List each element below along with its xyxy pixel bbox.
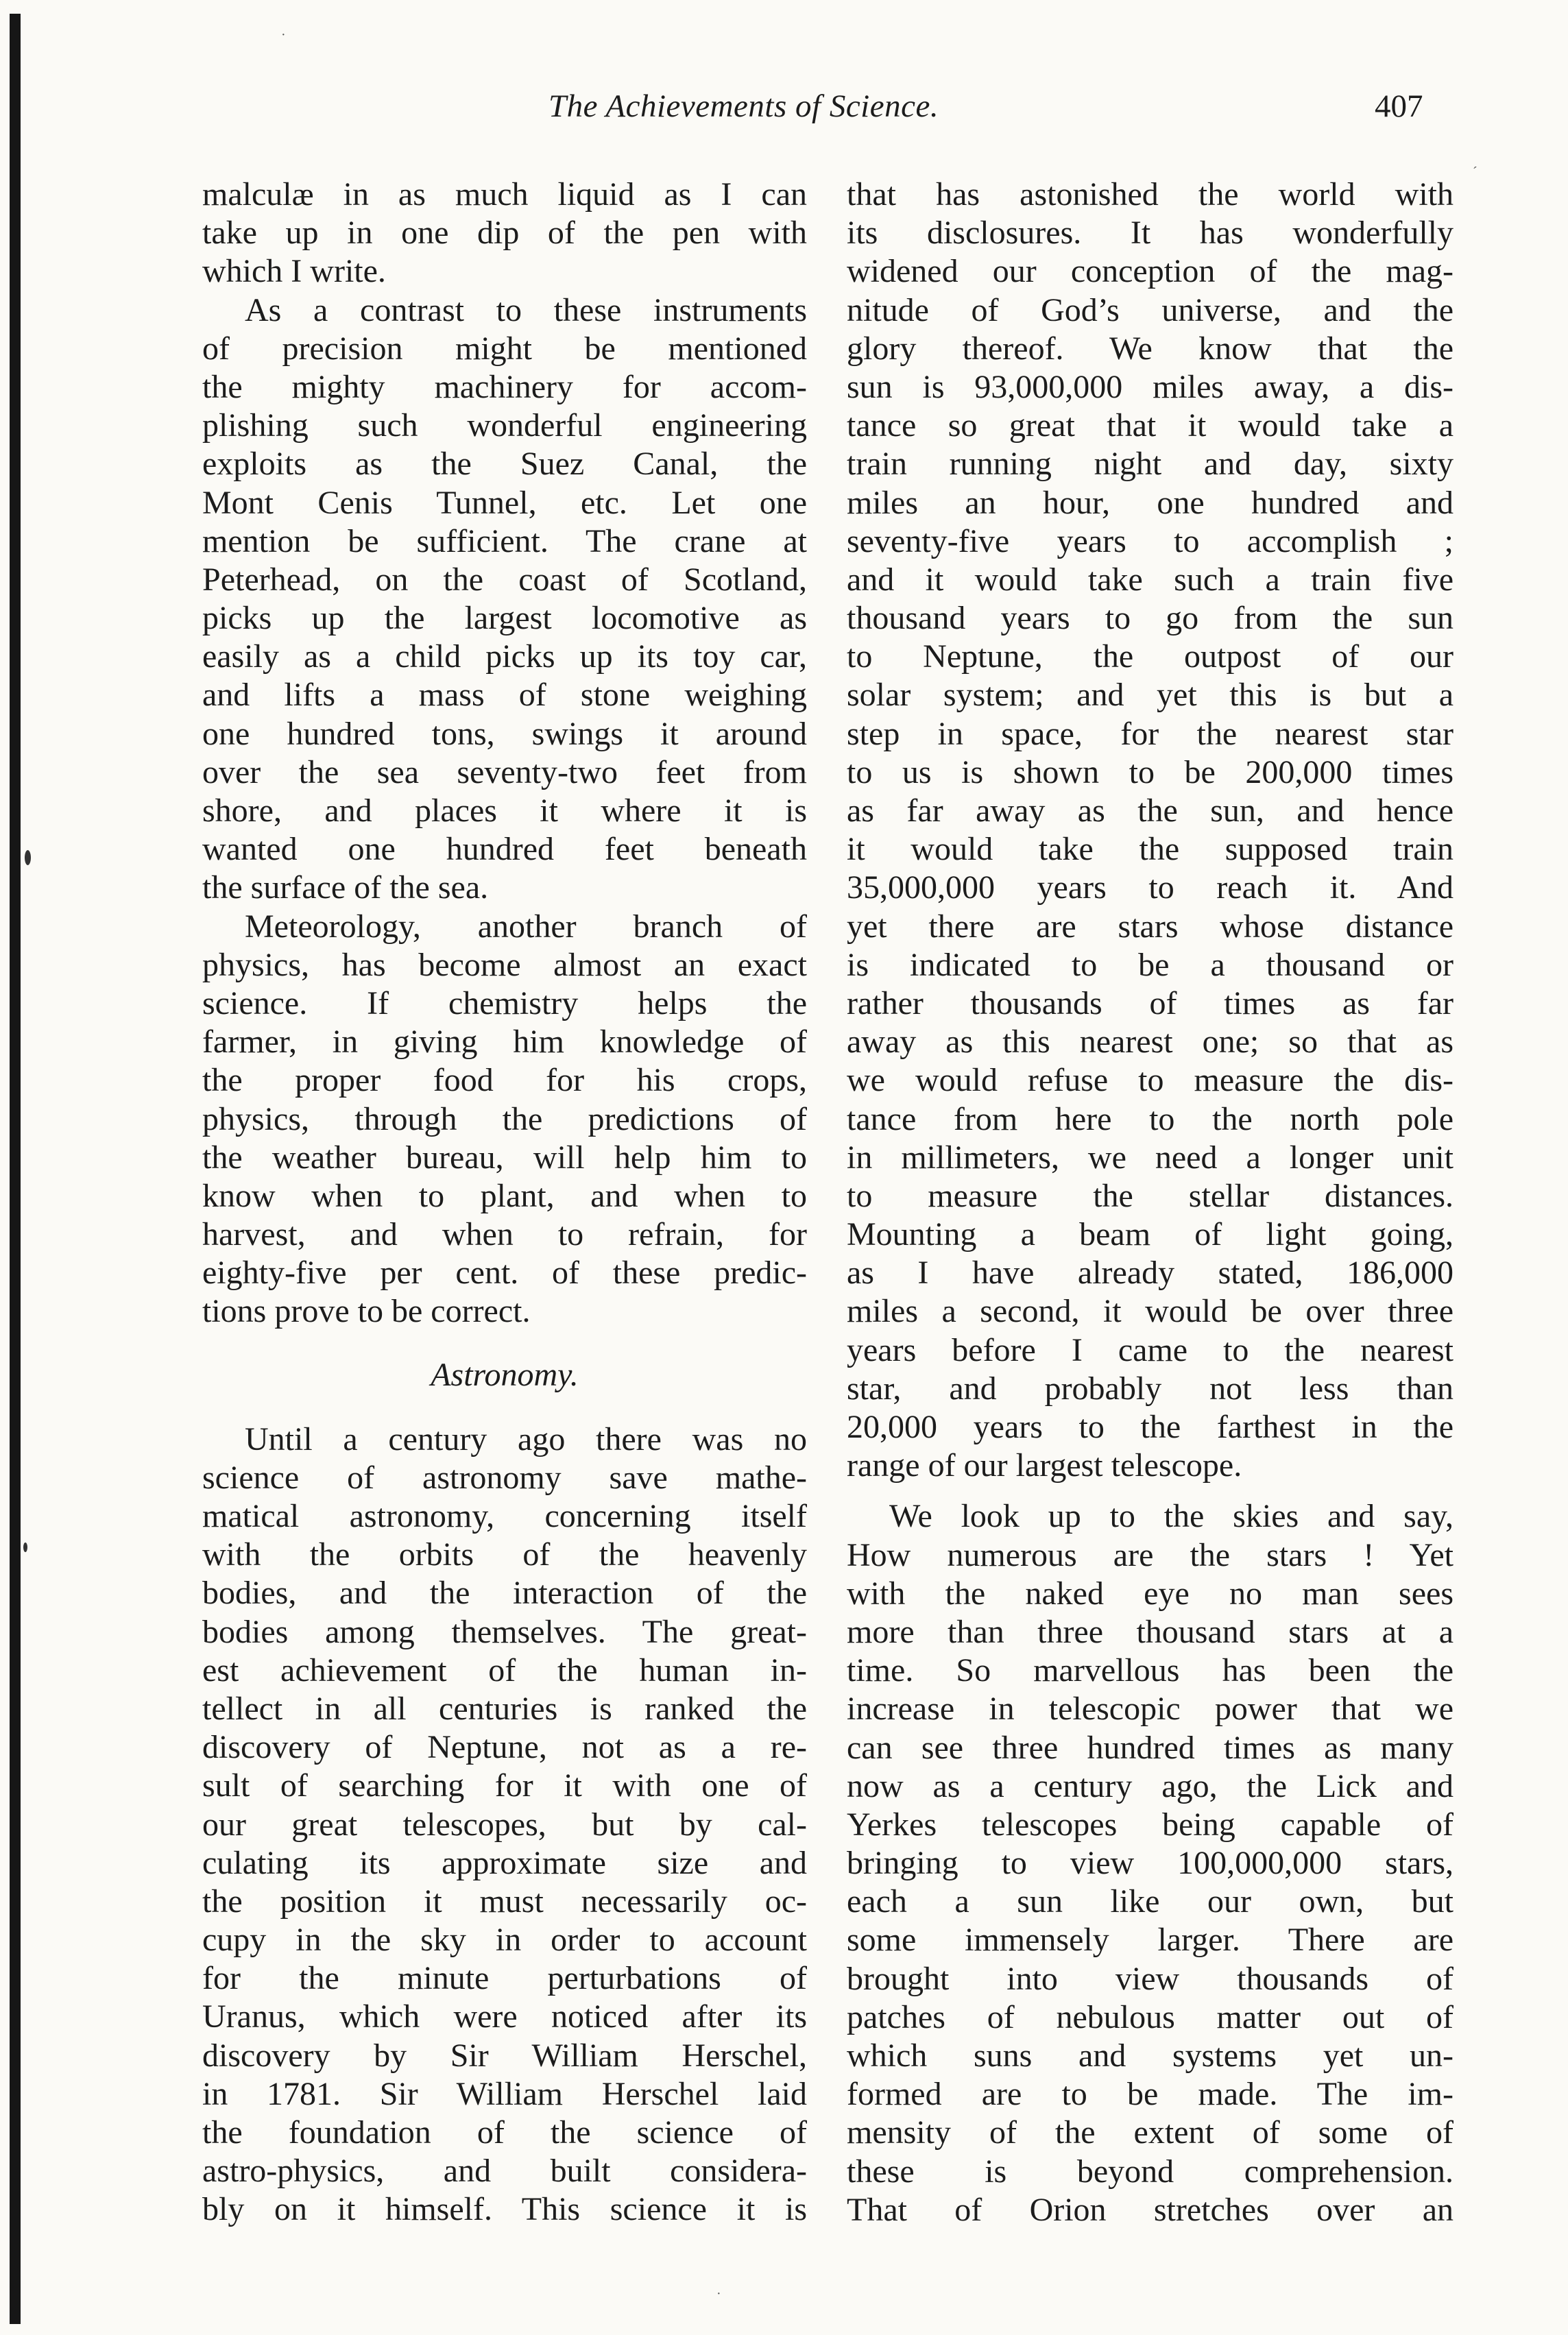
binding-speck — [25, 850, 31, 865]
binding-speck — [23, 1542, 27, 1552]
text-line: increase in telescopic power that we — [847, 1691, 1454, 1728]
text-line: the foundation of the science of — [202, 2114, 807, 2151]
text-line: and lifts a mass of stone weighing — [202, 677, 807, 714]
text-line: with the naked eye no man sees — [847, 1575, 1454, 1612]
text-line: range of our largest telescope. — [847, 1447, 1242, 1484]
text-line: tellect in all centuries is ranked the — [202, 1690, 807, 1727]
text-line: Peterhead, on the coast of Scotland, — [202, 561, 807, 598]
text-line: harvest, and when to refrain, for — [202, 1216, 807, 1253]
text-line: our great telescopes, but by cal- — [202, 1806, 807, 1843]
paper-speck: · — [716, 2286, 721, 2301]
text-line: can see three hundred times as many — [847, 1729, 1454, 1766]
text-line: Meteorology, another branch of — [245, 908, 807, 945]
text-line: That of Orion stretches over an — [847, 2191, 1454, 2228]
text-line: discovery of Neptune, not as a re- — [202, 1729, 807, 1766]
section-heading: Astronomy. — [431, 1356, 579, 1393]
text-line: science. If chemistry helps the — [202, 984, 807, 1021]
text-line: to Neptune, the outpost of our — [847, 638, 1454, 675]
text-line: science of astronomy save mathe- — [202, 1459, 807, 1496]
text-line: its disclosures. It has wonderfully — [847, 215, 1454, 252]
text-line: each a sun like our own, but — [847, 1883, 1454, 1920]
text-line: Yerkes telescopes being capable of — [847, 1806, 1454, 1843]
page-binding-edge — [10, 14, 21, 2324]
text-line: thousand years to go from the sun — [847, 600, 1454, 637]
text-line: and it would take such a train five — [847, 561, 1454, 598]
text-line: shore, and places it where it is — [202, 793, 807, 829]
text-line: yet there are stars whose distance — [847, 908, 1454, 945]
text-line: to us is shown to be 200,000 times — [847, 753, 1454, 790]
text-line: seventy-five years to accomplish ; — [847, 522, 1454, 559]
text-line: step in space, for the nearest star — [847, 715, 1454, 752]
text-line: Mont Cenis Tunnel, etc. Let one — [202, 484, 807, 521]
text-line: physics, has become almost an exact — [202, 946, 807, 983]
text-line: culating its approximate size and — [202, 1844, 807, 1881]
text-line: plishing such wonderful engineering — [202, 407, 807, 444]
paper-speck: ´ — [1473, 165, 1477, 180]
text-line: know when to plant, and when to — [202, 1177, 807, 1214]
paragraph — [202, 176, 807, 291]
text-line: widened our conception of the mag- — [847, 253, 1454, 290]
text-line: bly on it himself. This science it is — [202, 2191, 807, 2228]
text-line: est achievement of the human in- — [202, 1652, 807, 1689]
text-line: formed are to be made. The im- — [847, 2076, 1454, 2113]
text-line: as I have already stated, 186,000 — [847, 1255, 1454, 1292]
text-line: wanted one hundred feet beneath — [202, 831, 807, 868]
text-line: over the sea seventy-two feet from — [202, 753, 807, 790]
text-line: years before I came to the nearest — [847, 1331, 1454, 1368]
text-line: bringing to view 100,000,000 stars, — [847, 1845, 1454, 1882]
text-line: in millimeters, we need a longer unit — [847, 1139, 1454, 1176]
running-header-title: The Achievements of Science. — [548, 88, 939, 124]
text-line: as far away as the sun, and hence — [847, 793, 1454, 829]
text-line: brought into view thousands of — [847, 1960, 1454, 1997]
text-line: Until a century ago there was no — [245, 1420, 807, 1457]
paragraph — [847, 1497, 1454, 2229]
left-column — [202, 176, 807, 2229]
text-line: away as this nearest one; so that as — [847, 1024, 1454, 1061]
text-line: which suns and systems yet un- — [847, 2037, 1454, 2074]
text-line: the surface of the sea. — [202, 869, 489, 906]
paragraph — [847, 176, 1454, 1485]
paragraph-gap — [847, 1485, 1454, 1497]
text-line: tance so great that it would take a — [847, 407, 1454, 444]
text-line: bodies, and the interaction of the — [202, 1575, 807, 1612]
text-line: some immensely larger. There are — [847, 1922, 1454, 1959]
text-line: sun is 93,000,000 miles away, a dis- — [847, 368, 1454, 405]
text-line: take up in one dip of the pen with — [202, 215, 807, 252]
page-number: 407 — [1375, 88, 1423, 124]
text-line: We look up to the skies and say, — [889, 1498, 1454, 1535]
text-line: for the minute perturbations of — [202, 1960, 807, 1997]
text-line: one hundred tons, swings it around — [202, 715, 807, 752]
text-line: that has astonished the world with — [847, 176, 1454, 213]
text-line: picks up the largest locomotive as — [202, 600, 807, 637]
paragraph — [202, 1420, 807, 2229]
text-line: exploits as the Suez Canal, the — [202, 446, 807, 483]
text-line: train running night and day, sixty — [847, 446, 1454, 483]
text-line: it would take the supposed train — [847, 831, 1454, 868]
text-line: which I write. — [202, 253, 386, 290]
text-line: How numerous are the stars ! Yet — [847, 1536, 1454, 1573]
text-line: malculæ in as much liquid as I can — [202, 176, 807, 213]
text-line: Mounting a beam of light going, — [847, 1216, 1454, 1253]
text-line: nitude of God’s universe, and the — [847, 291, 1454, 328]
text-line: matical astronomy, concerning itself — [202, 1498, 807, 1534]
text-line: to measure the stellar distances. — [847, 1177, 1454, 1214]
text-line: sult of searching for it with one of — [202, 1767, 807, 1804]
text-line: mention be sufficient. The crane at — [202, 522, 807, 559]
text-line: cupy in the sky in order to account — [202, 1922, 807, 1959]
text-line: star, and probably not less than — [847, 1370, 1454, 1407]
text-line: patches of nebulous matter out of — [847, 1998, 1454, 2035]
text-line: physics, through the predictions of — [202, 1100, 807, 1137]
text-line: miles an hour, one hundred and — [847, 484, 1454, 521]
text-line: we would refuse to measure the dis- — [847, 1062, 1454, 1099]
text-line: tance from here to the north pole — [847, 1100, 1454, 1137]
text-line: the weather bureau, will help him to — [202, 1139, 807, 1176]
paragraph — [202, 908, 807, 1331]
text-line: miles a second, it would be over three — [847, 1293, 1454, 1330]
text-line: solar system; and yet this is but a — [847, 677, 1454, 714]
text-line: these is beyond comprehension. — [847, 2153, 1454, 2190]
text-line: the proper food for his crops, — [202, 1062, 807, 1099]
text-line: mensity of the extent of some of — [847, 2114, 1454, 2151]
text-line: time. So marvellous has been the — [847, 1652, 1454, 1689]
paragraph — [202, 291, 807, 908]
text-line: the mighty machinery for accom- — [202, 368, 807, 405]
text-line: of precision might be mentioned — [202, 330, 807, 367]
text-line: 20,000 years to the farthest in the — [847, 1409, 1454, 1445]
text-line: glory thereof. We know that the — [847, 330, 1454, 367]
text-line: 35,000,000 years to reach it. And — [847, 869, 1454, 906]
text-line: discovery by Sir William Herschel, — [202, 2037, 807, 2074]
text-line: now as a century ago, the Lick and — [847, 1767, 1454, 1804]
right-column — [847, 176, 1454, 2229]
text-line: with the orbits of the heavenly — [202, 1536, 807, 1573]
text-line: eighty-five per cent. of these predic- — [202, 1255, 807, 1292]
text-line: farmer, in giving him knowledge of — [202, 1024, 807, 1061]
text-line: bodies among themselves. The great- — [202, 1613, 807, 1650]
text-line: Uranus, which were noticed after its — [202, 1998, 807, 2035]
text-line: in 1781. Sir William Herschel laid — [202, 2075, 807, 2112]
text-line: more than three thousand stars at a — [847, 1613, 1454, 1650]
text-line: As a contrast to these instruments — [245, 291, 807, 328]
text-line: tions prove to be correct. — [202, 1293, 531, 1330]
text-line: the position it must necessarily oc- — [202, 1883, 807, 1920]
text-line: rather thousands of times as far — [847, 984, 1454, 1021]
paper-speck: · — [281, 27, 286, 43]
text-line: is indicated to be a thousand or — [847, 946, 1454, 983]
text-line: astro-physics, and built considera- — [202, 2153, 807, 2190]
text-line: easily as a child picks up its toy car, — [202, 638, 807, 675]
